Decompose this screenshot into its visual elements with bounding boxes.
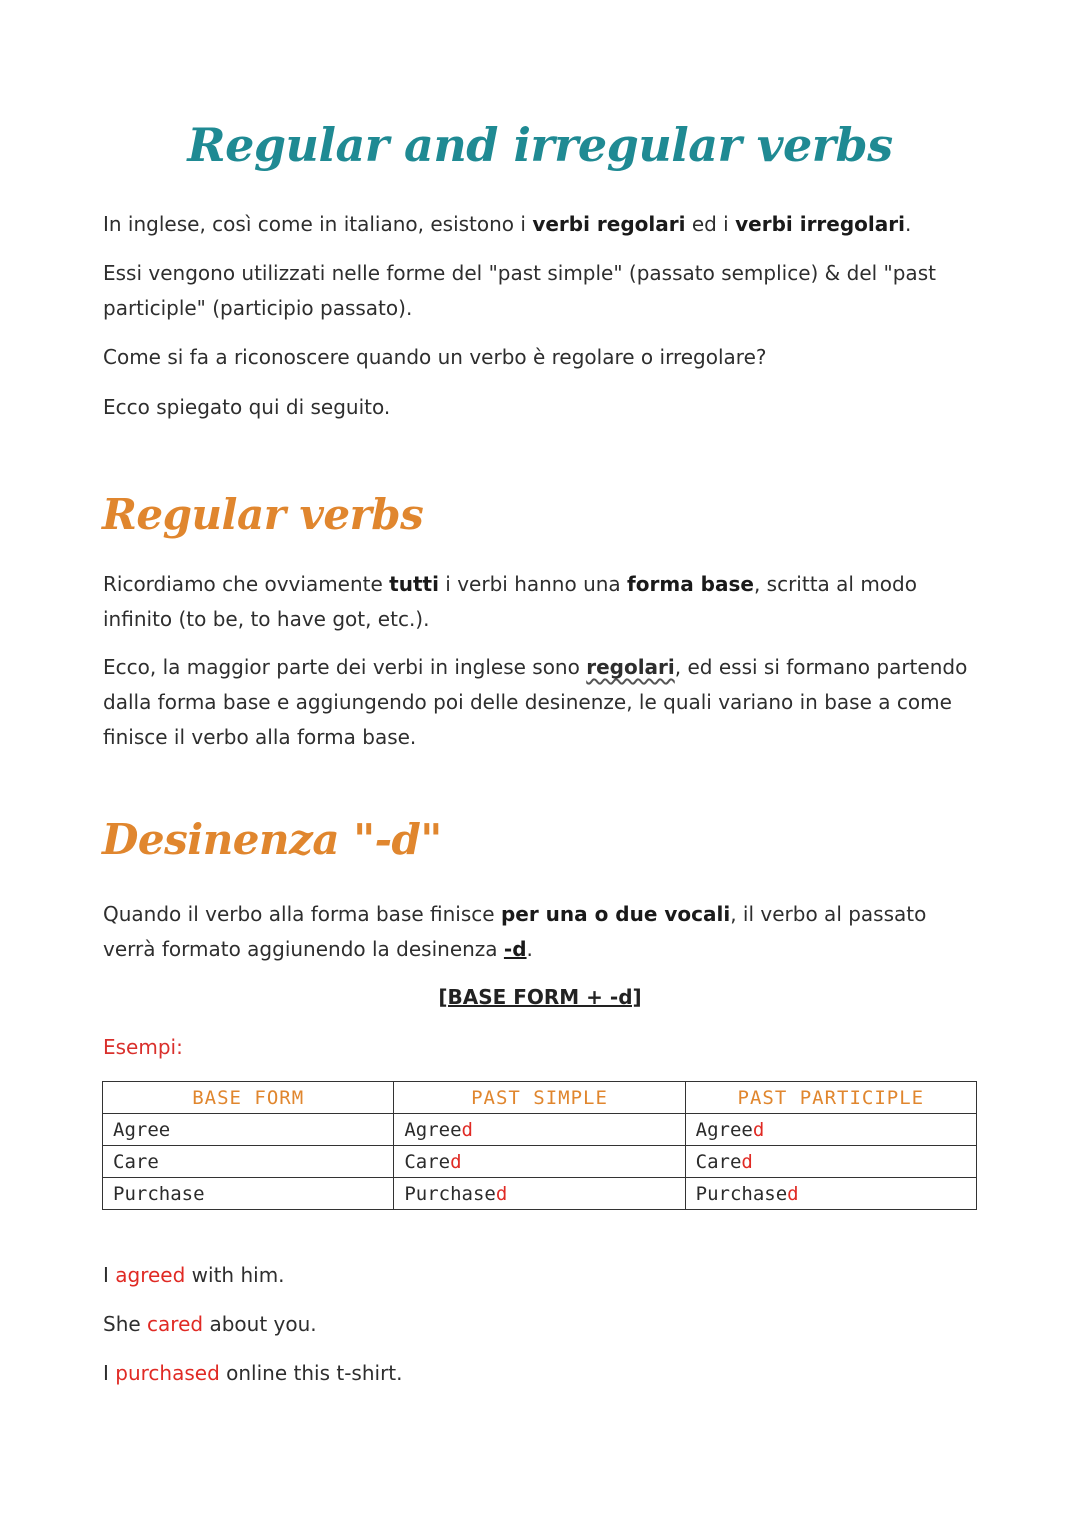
header-past-participle: PAST PARTICIPLE [685,1082,976,1114]
cell-past-simple [394,1146,685,1178]
verbs-table [102,1081,977,1210]
cell-past-simple [394,1178,685,1210]
example-sentence [103,1361,403,1385]
table-row [103,1114,977,1146]
intro-paragraph-1 [103,207,983,242]
regular-paragraph-1 [103,567,983,637]
desinenza-paragraph [103,897,983,967]
regular-text: Ricordiamo che ovviamente [103,572,390,596]
bold-term: per una o due vocali [500,902,731,926]
verb-suffix: d [752,1118,765,1141]
intro-text: ed i [685,212,736,236]
formula: [BASE FORM + -d] [438,985,642,1009]
cell-base: Agree [103,1114,394,1146]
sentence-text: online this t-shirt. [219,1361,403,1385]
verb-stem: Care [404,1150,451,1173]
intro-text: In inglese, così come in italiano, esistono i [103,212,533,236]
sentence-text: about you. [203,1312,317,1336]
desinenza-text: , il verbo al passato verrà formato aggiunendo la desinenza [103,902,927,961]
sentence-text: with him. [185,1263,285,1287]
header-past-simple: PAST SIMPLE [394,1082,685,1114]
regular-text: , scritta al modo infinito (to be, to have got, etc.). [103,572,917,631]
sentence-verb: purchased [115,1361,220,1385]
bold-term: forma base [627,572,754,596]
verb-stem: Agree [404,1118,462,1141]
verb-suffix: d [495,1182,508,1205]
verb-suffix: d [461,1118,473,1141]
desinenza-text: Quando il verbo alla forma base finisce [103,902,501,926]
table-row [103,1178,977,1210]
verb-suffix: d [741,1150,753,1173]
header-base-form: BASE FORM [103,1082,394,1114]
underlined-term: regolari [586,655,675,679]
intro-paragraph-4: Ecco spiegato qui di seguito. [103,395,391,419]
verb-stem: Care [695,1150,742,1173]
suffix-term: -d [503,937,527,961]
example-sentence [103,1312,317,1336]
section-heading-regular: Regular verbs [102,490,424,539]
cell-past-participle [685,1178,976,1210]
desinenza-text: . [526,937,533,961]
regular-text: i verbi hanno una [438,572,628,596]
verb-suffix: d [787,1182,799,1205]
sentence-verb: cared [147,1312,204,1336]
verb-stem: Purchase [404,1182,496,1205]
cell-base: Purchase [103,1178,394,1210]
cell-past-participle [685,1146,976,1178]
regular-paragraph-2 [103,650,983,755]
cell-past-simple [394,1114,685,1146]
cell-past-participle [685,1114,976,1146]
bold-term: tutti [389,572,439,596]
intro-paragraph-2: Essi vengono utilizzati nelle forme del "past simple" (passato semplice) & del "past participle" (participio passato). [103,261,936,320]
verb-stem: Agree [695,1118,753,1141]
page-title: Regular and irregular verbs [187,118,893,172]
intro-text: . [904,212,912,236]
table-row [103,1146,977,1178]
sentence-verb: agreed [115,1263,186,1287]
sentence-text: I [103,1361,116,1385]
bold-term: verbi regolari [532,212,686,236]
table-header-row [103,1082,977,1114]
intro-paragraph-3: Come si fa a riconoscere quando un verbo è regolare o irregolare? [103,345,767,369]
cell-base: Care [103,1146,394,1178]
sentence-text: I [103,1263,116,1287]
regular-text: , ed essi si formano partendo dalla forma base e aggiungendo poi delle desinenze, le quali variano in base a come finisce il verbo alla forma base. [103,655,968,749]
examples-label: Esempi: [103,1035,183,1059]
verb-stem: Purchase [695,1182,788,1205]
example-sentence [103,1263,285,1287]
sentence-text: She [103,1312,148,1336]
section-heading-desinenza: Desinenza "-d" [102,815,442,864]
regular-text: Ecco, la maggior parte dei verbi in inglese sono [103,655,587,679]
verb-suffix: d [450,1150,462,1173]
bold-term: verbi irregolari [735,212,905,236]
